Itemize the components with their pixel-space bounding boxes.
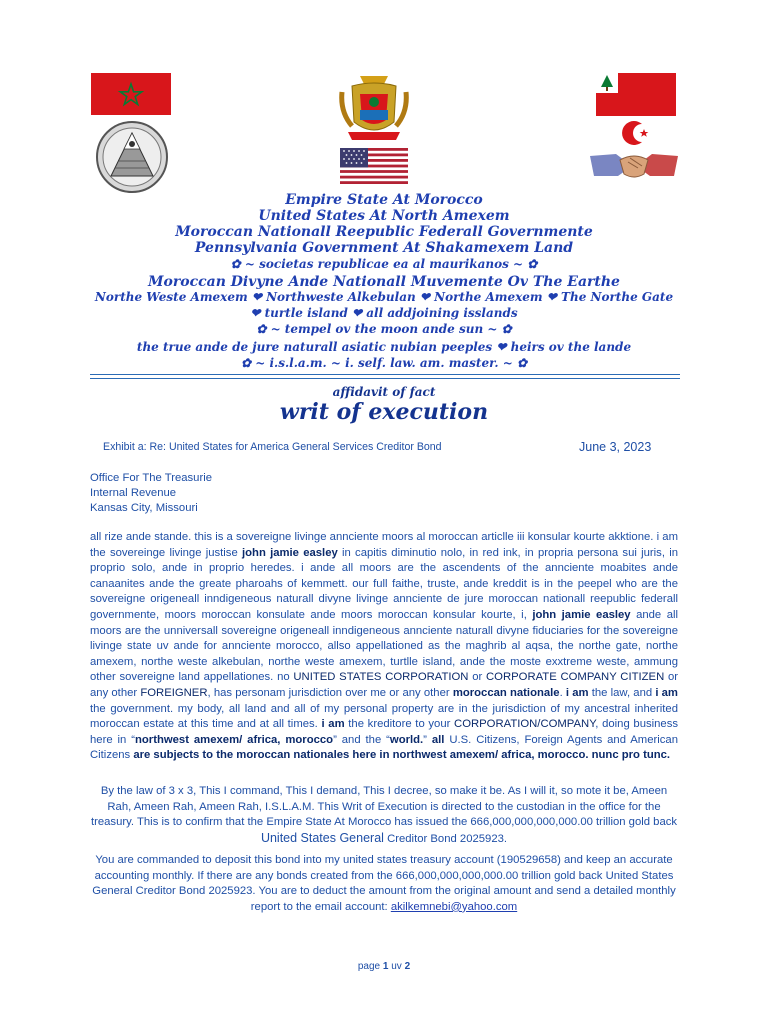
header-line-7: Northe Weste Amexem ❤ Northweste Alkebulan ❤ Northe Amexem ❤ The Northe Gate	[94, 290, 674, 304]
header-line-11	[0, 356, 768, 370]
header-line-3: Moroccan Nationall Reepublic Federall Governmente	[175, 224, 593, 240]
divider-top	[90, 374, 680, 375]
header-line-5-text: ~ societas republicae ea al maurikanos ~	[244, 257, 524, 271]
address-line-3: Kansas City, Missouri	[90, 502, 198, 514]
moorish-flag-icon	[596, 73, 676, 116]
handshake-icon	[588, 146, 680, 184]
paragraph-declaration: all rize ande stande. this is a sovereigne livinge annciente moors al moroccan articlle iii konsular kourte akktione. i am the sovereinge livinge justise john jamie easley in capitis diminutio nolo, in red ink, in propria persona sui juris, in proprio solo, ande in proprio heredes. i ande all moors are the ascendents of the annciente moabites ande canaanites ande the greate pharoahs of kemmett. our full faithe, truste, ande kreddit is in the peepel who are the sovereigne origeneall inndigeneous naturall divyne livinge annciente de jure moroccan nationall reepublic federall governmente, moors moroccan konsulate ande moors moroccan konsular kourte, i, john jamie easley ande all moors are the unniversall sovereigne origeneall inndigeneous annciente naturall divyne fiduciaries for the sovereigne livinge state uv ande for annciente morocco, allso appellationed as the maghrib al aqsa, the northe gate, northe amexem, northe weste alkebulan, northe weste amexem, turtlle island, ande the moste exxtreme weste, ammung other sovereigne land appellationes. no UNITED STATES CORPORATION or CORPORATE COMPANY CITIZEN or any other FOREIGNER, has personam jurisdiction over me or any other moroccan nationale. i am the law, and i am the government. my body, all land and all of my personal property are in the jurisdiction of my ancestral inherited moroccan estate at this time and at all times. i am the kreditore to your CORPORATION/COMPANY, doing business here in “northwest amexem/ africa, morocco” and the “world.” all U.S. Citizens, Foreign Agents and American Citizens are subjects to the moroccan nationales here in northwest amexem/ africa, morocco. nunc pro tunc.	[90, 531, 679, 762]
flourish-left-icon: ✿	[240, 356, 252, 370]
header-line-8: ❤ turtle island ❤ all addjoining isslands	[250, 306, 518, 320]
header-line-9-text: ~ tempel ov the moon ande sun ~	[270, 322, 498, 336]
affidavit-subtitle: affidavit of fact	[332, 385, 436, 399]
usa-flag-icon	[340, 148, 408, 184]
document-title: writ of execution	[279, 399, 489, 425]
header-line-1: Empire State At Morocco	[285, 192, 483, 208]
flourish-right-icon: ✿	[516, 356, 527, 370]
address-line-2: Internal Revenue	[90, 487, 177, 499]
header-line-6: Moroccan Divyne Ande Nationall Muvemente Ov The Earthe	[148, 274, 620, 290]
email-link[interactable]: akilkemnebi@yahoo.com	[390, 900, 518, 913]
flourish-right-icon: ✿	[527, 257, 538, 271]
header-line-9	[0, 322, 768, 336]
header-line-10: the true ande de jure naturall asiatic nubian peeples ❤ heirs ov the lande	[136, 340, 632, 354]
moroccan-coat-of-arms-icon	[338, 72, 410, 146]
address-line-1: Office For The Treasurie	[90, 472, 213, 484]
pyramid-eye-seal-icon	[93, 120, 171, 194]
divider-bottom	[90, 378, 680, 379]
document-date: June 3, 2023	[579, 440, 652, 454]
flourish-right-icon: ✿	[501, 322, 512, 336]
morocco-flag-icon	[91, 73, 171, 115]
header-line-5	[0, 257, 768, 271]
page-number: page 1 uv 2	[357, 961, 411, 972]
flourish-left-icon: ✿	[230, 257, 241, 271]
header-line-11-text: ~ i.s.l.a.m. ~ i. self. law. am. master. ~	[255, 356, 513, 370]
exhibit-reference: Exhibit a: Re: United States for America General Services Creditor Bond	[103, 441, 442, 453]
red-crescent-icon	[614, 118, 656, 148]
header-line-2: United States At North Amexem	[258, 208, 510, 224]
paragraph-command: You are commanded to deposit this bond into my united states treasury account (190529658) and keep an accurate accounting monthly. If there are any bonds created from the 666,000,000,000,000.00 trillion gold back United States General Creditor Bond 2025923. You are to deduct the amount from the original amount and send a detailed monthly report to the email account: akilkemnebi@yahoo.com	[92, 854, 676, 913]
header-line-4: Pennsylvania Government At Shakamexem Land	[194, 240, 574, 256]
flourish-left-icon: ✿	[256, 322, 267, 336]
paragraph-decree: By the law of 3 x 3, This I command, This I demand, This I decree, so make it be. As I will it, so mote it be, Ameen Rah, Ameen Rah, Ameen Rah, I.S.L.A.M. This Writ of Execution is directed to the custodian in the office for the treasury. This is to confirm that the Empire State At Morocco has issued the 666,000,000,000,000.00 trillion gold back United States General Creditor Bond 2025923.	[90, 785, 678, 845]
